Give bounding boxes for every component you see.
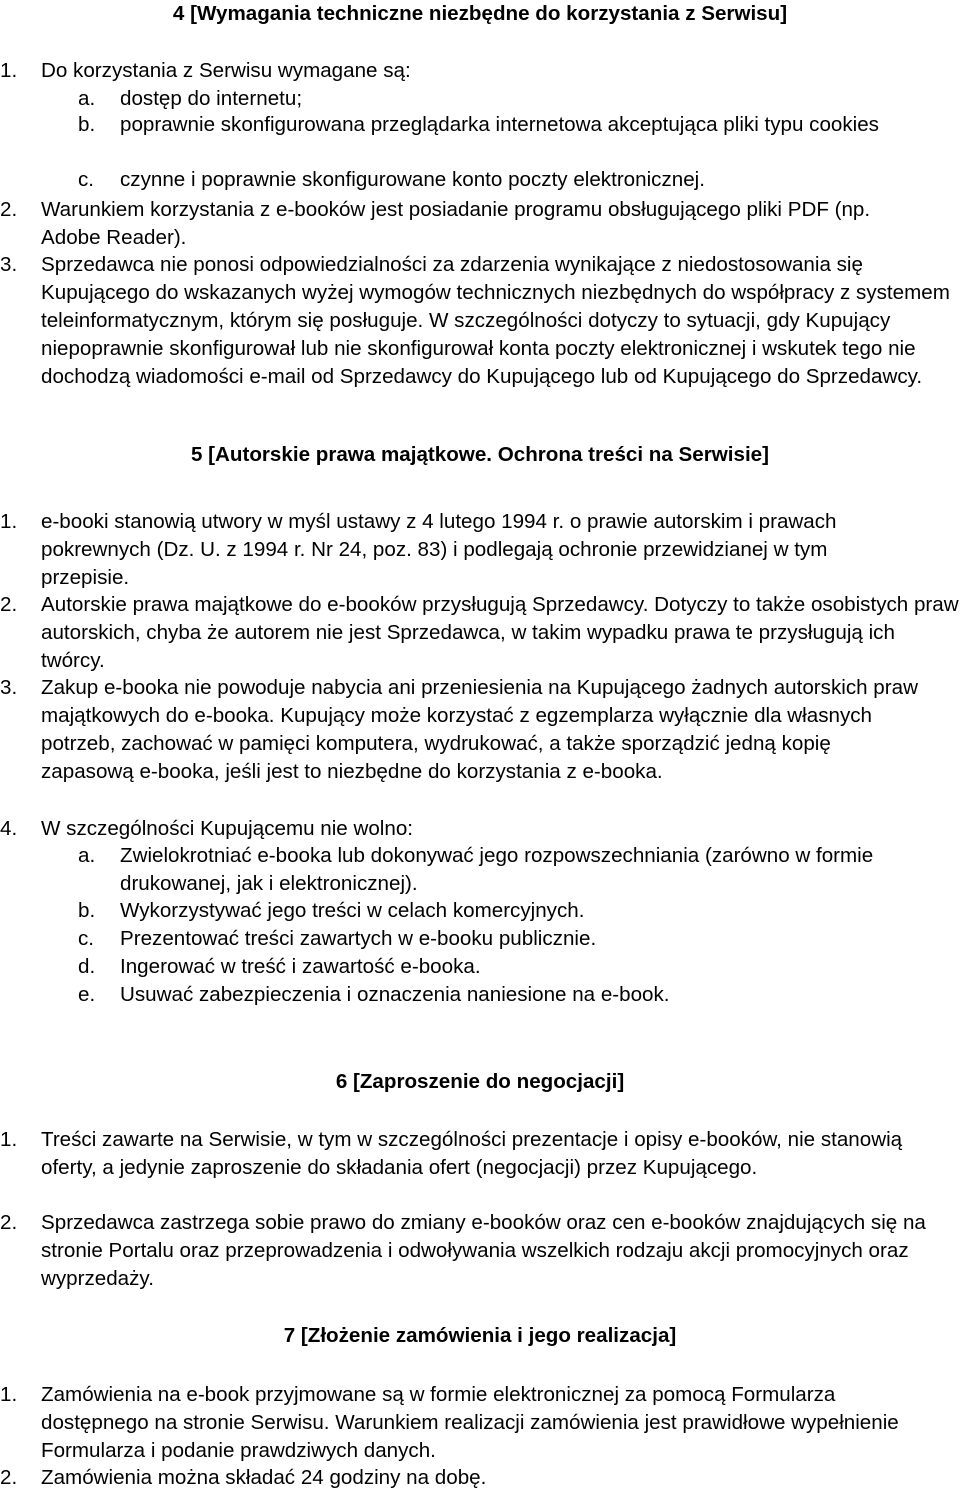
item-text: Do korzystania z Serwisu wymagane są: — [41, 59, 411, 82]
item-number: 2. — [0, 593, 18, 616]
section-6-heading — [0, 1068, 960, 1096]
section-4-heading-text: 4 [Wymagania techniczne niezbędne do korzystania z Serwisu] — [172, 2, 788, 25]
section-4-item-2 — [0, 196, 921, 252]
section-4-item-1 — [0, 57, 959, 85]
subitem-letter: c. — [78, 927, 95, 950]
subitem-letter: a. — [78, 844, 96, 867]
section-7-heading — [0, 1322, 960, 1350]
section-5-heading — [0, 441, 960, 469]
section-5-subitem-a — [78, 842, 935, 898]
section-5-item-4 — [0, 815, 959, 843]
subitem-letter: b. — [78, 113, 96, 136]
item-text: Zakup e-booka nie powoduje nabycia ani przeniesienia na Kupującego żadnych autorskich praw majątkowych do e-booka. Kupujący może korzystać z egzemplarza wyłącznie dla własnych potrzeb, zachować w pamięci komputera, wydrukować, a także sporządzić jedną kopię zapasową e-booka, jeśli jest to niezbędne do korzystania z e-booka. — [41, 676, 918, 783]
section-5-item-3 — [0, 674, 921, 786]
item-number: 1. — [0, 59, 18, 82]
item-number: 3. — [0, 676, 18, 699]
item-text: Sprzedawca nie ponosi odpowiedzialności za zdarzenia wynikające z niedostosowania się Kupującego do wskazanych wyżej wymogów technicznych niezbędnych do współpracy z systemem teleinformatycznym, którym się posługuje. W szczególności dotyczy to sytuacji, gdy Kupujący niepoprawnie skonfigurował lub nie skonfigurował konta poczty elektronicznej i wskutek tego nie dochodzą wiadomości e-mail od Sprzedawcy do Kupującego lub od Kupującego do Sprzedawcy. — [41, 253, 950, 388]
item-text: e-booki stanowią utwory w myśl ustawy z 4 lutego 1994 r. o prawie autorskim i prawach pokrewnych (Dz. U. z 1994 r. Nr 24, poz. 83) i podlegają ochronie przewidzianej w tym przepisie. — [41, 510, 837, 589]
section-4-subitem-c — [78, 166, 959, 194]
subitem-text: Ingerować w treść i zawartość e-booka. — [120, 955, 481, 978]
item-number: 2. — [0, 1211, 18, 1234]
section-5-subitem-b — [78, 897, 959, 925]
item-text: Autorskie prawa majątkowe do e-booków przysługują Sprzedawcy. Dotyczy to także osobistych praw autorskich, chyba że autorem nie jest Sprzedawca, w takim wypadku prawa te przysługują ich twórcy. — [41, 593, 959, 672]
item-text: Zamówienia można składać 24 godziny na dobę. — [41, 1466, 487, 1489]
section-7-item-1 — [0, 1381, 926, 1465]
item-number: 2. — [0, 198, 18, 221]
subitem-text: poprawnie skonfigurowana przeglądarka internetowa akceptująca pliki typu cookies — [120, 113, 879, 136]
section-4-item-3 — [0, 251, 959, 391]
item-number: 2. — [0, 1466, 18, 1489]
section-6-heading-text: 6 [Zaproszenie do negocjacji] — [335, 1070, 625, 1093]
subitem-text: Wykorzystywać jego treści w celach komercyjnych. — [120, 899, 585, 922]
subitem-letter: e. — [78, 983, 96, 1006]
item-text: Sprzedawca zastrzega sobie prawo do zmiany e-booków oraz cen e-booków znajdujących się na stronie Portalu oraz przeprowadzenia i odwoływania wszelkich rodzaju akcji promocyjnych oraz wyprzedaży. — [41, 1211, 926, 1290]
item-text: W szczególności Kupującemu nie wolno: — [41, 817, 414, 840]
section-6-item-1 — [0, 1126, 959, 1182]
item-text: Zamówienia na e-book przyjmowane są w formie elektronicznej za pomocą Formularza dostępnego na stronie Serwisu. Warunkiem realizacji zamówienia jest prawidłowe wypełnienie Formularza i podanie prawdziwych danych. — [41, 1383, 899, 1462]
subitem-letter: a. — [78, 87, 96, 110]
subitem-text: Zwielokrotniać e-booka lub dokonywać jego rozpowszechniania (zarówno w formie drukowanej, jak i elektronicznej). — [120, 844, 874, 895]
item-text: Warunkiem korzystania z e-booków jest posiadanie programu obsługującego pliki PDF (np. Adobe Reader). — [41, 198, 871, 249]
subitem-letter: c. — [78, 168, 95, 191]
section-5-item-1 — [0, 508, 921, 592]
subitem-text: dostęp do internetu; — [120, 87, 303, 110]
subitem-text: czynne i poprawnie skonfigurowane konto poczty elektronicznej. — [120, 168, 705, 191]
section-4-subitem-a — [78, 85, 959, 113]
item-text: Treści zawarte na Serwisie, w tym w szczególności prezentacje i opisy e-booków, nie stanowią oferty, a jedynie zaproszenie do składania ofert (negocjacji) przez Kupującego. — [41, 1128, 903, 1179]
subitem-text: Usuwać zabezpieczenia i oznaczenia naniesione na e-book. — [120, 983, 670, 1006]
subitem-letter: d. — [78, 955, 96, 978]
section-4-heading — [0, 0, 960, 28]
item-number: 1. — [0, 1383, 18, 1406]
item-number: 4. — [0, 817, 18, 840]
subitem-text: Prezentować treści zawartych w e-booku publicznie. — [120, 927, 597, 950]
section-5-subitem-d — [78, 953, 959, 981]
section-7-item-2 — [0, 1464, 959, 1492]
subitem-letter: b. — [78, 899, 96, 922]
section-6-item-2 — [0, 1209, 931, 1293]
section-5-item-2 — [0, 591, 959, 675]
section-4-subitem-b — [78, 111, 910, 139]
section-5-heading-text: 5 [Autorskie prawa majątkowe. Ochrona treści na Serwisie] — [191, 443, 769, 466]
section-5-subitem-e — [78, 981, 959, 1009]
item-number: 1. — [0, 510, 18, 533]
item-number: 1. — [0, 1128, 18, 1151]
item-number: 3. — [0, 253, 18, 276]
section-7-heading-text: 7 [Złożenie zamówienia i jego realizacja] — [283, 1324, 677, 1347]
section-5-subitem-c — [78, 925, 959, 953]
